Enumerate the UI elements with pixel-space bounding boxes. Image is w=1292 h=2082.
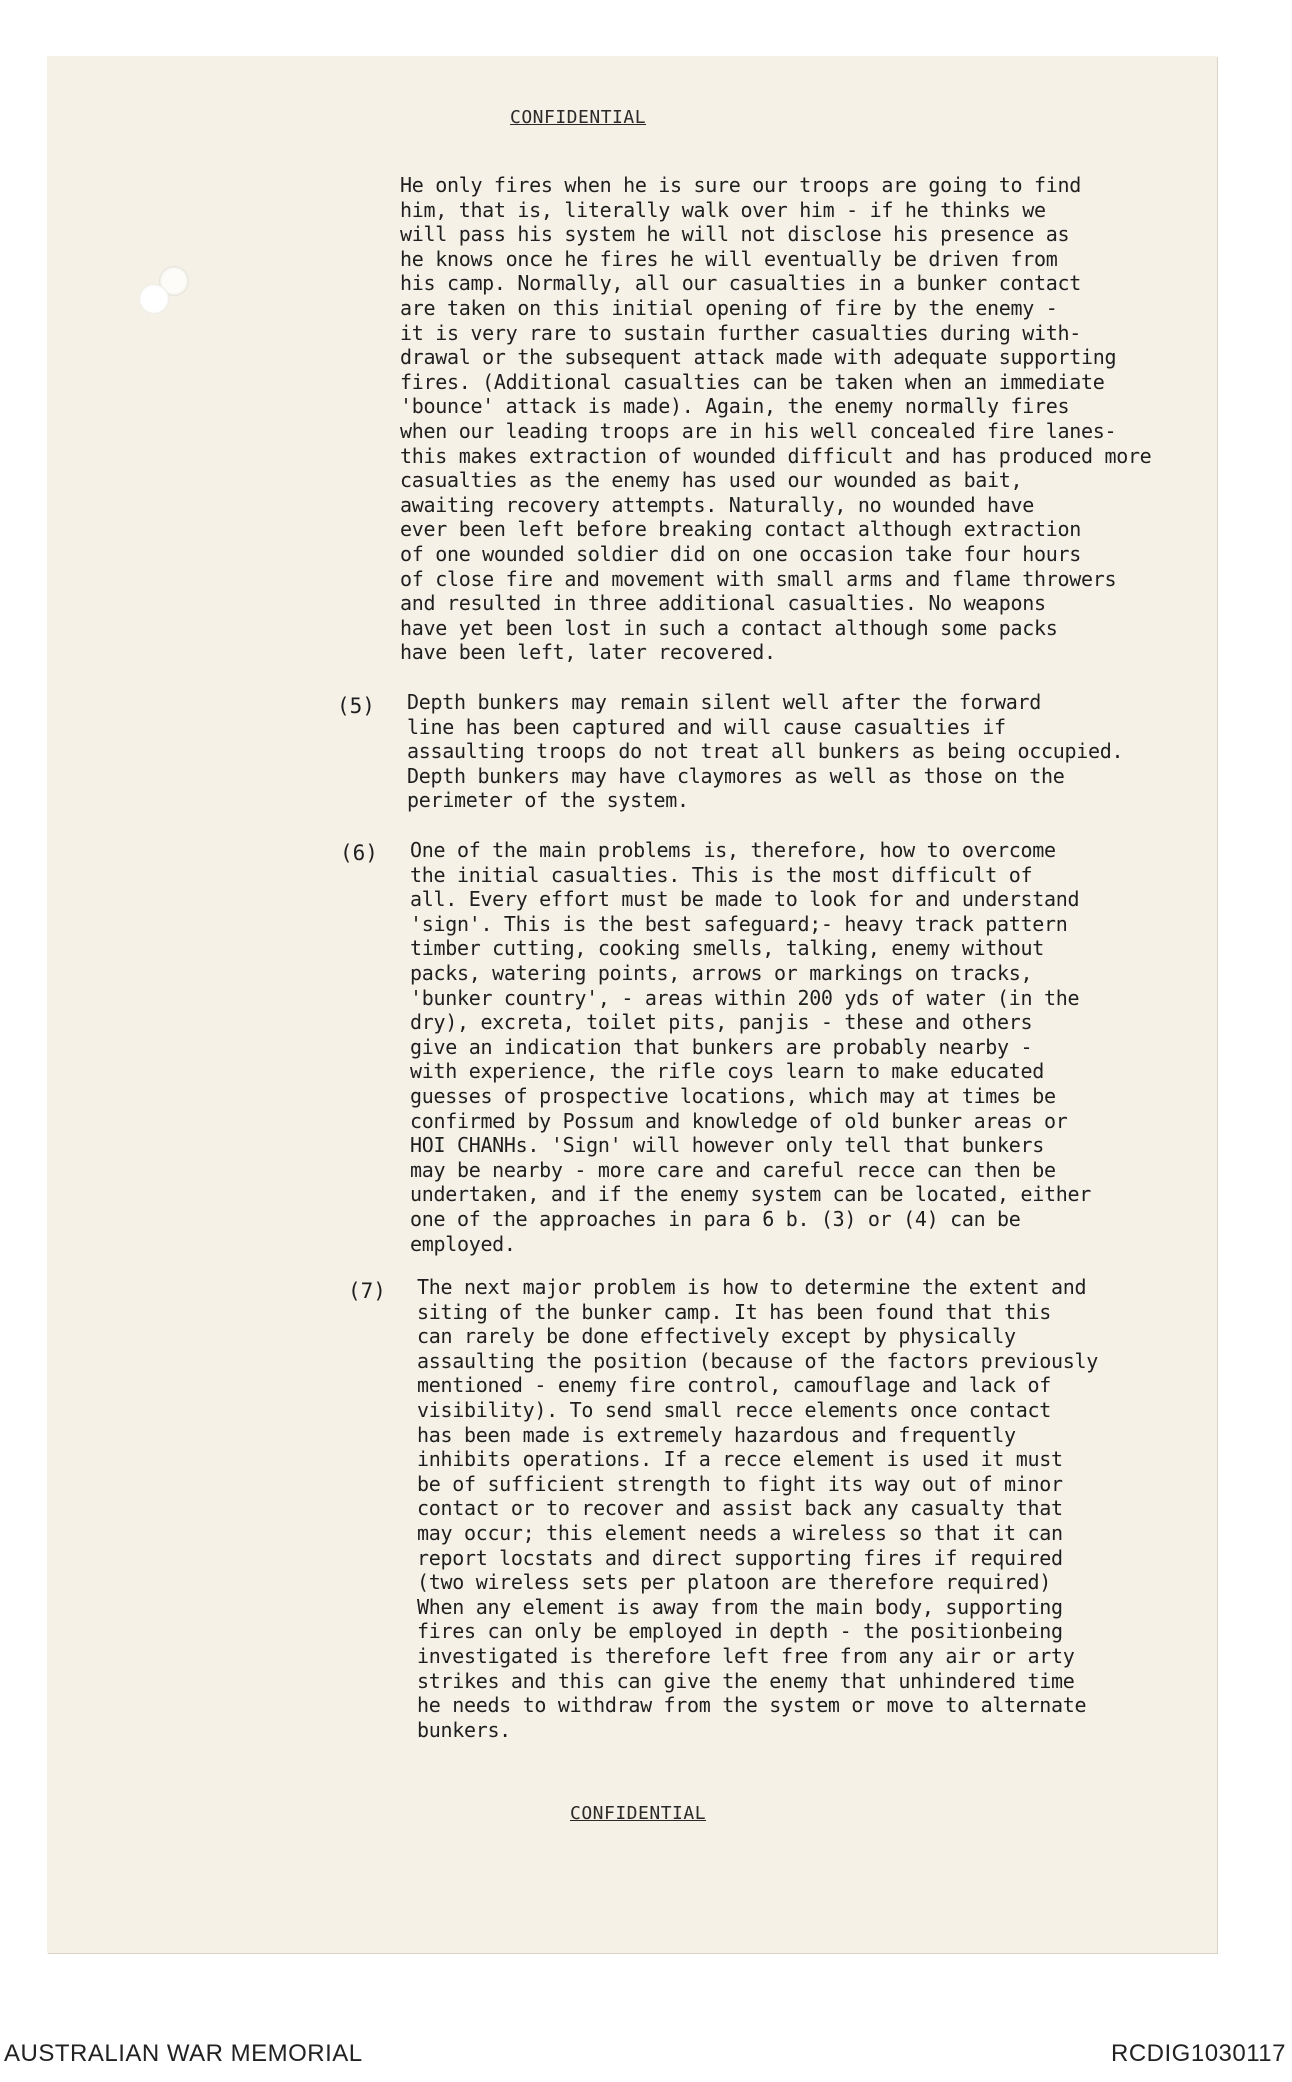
- archive-record-id: RCDIG1030117: [1111, 2040, 1286, 2067]
- text-line: line has been captured and will cause casualties if: [407, 714, 1006, 739]
- text-line: fires. (Additional casualties can be taken when an immediate: [400, 369, 1105, 394]
- text-line: confirmed by Possum and knowledge of old bunker areas or: [410, 1108, 1068, 1133]
- text-line: dry), excreta, toilet pits, panjis - these and others: [410, 1010, 1033, 1035]
- text-line: Depth bunkers may remain silent well after the forward: [407, 690, 1042, 714]
- text-line: when our leading troops are in his well concealed fire lanes-: [400, 418, 1117, 443]
- text-line: he needs to withdraw from the system or move to alternate: [417, 1693, 1087, 1718]
- text-line: 'bounce' attack is made). Again, the enemy normally fires: [400, 394, 1070, 419]
- text-line: are taken on this initial opening of fire by the enemy -: [400, 295, 1058, 320]
- text-line: has been made is extremely hazardous and frequently: [417, 1422, 1016, 1447]
- text-line: can rarely be done effectively except by physically: [417, 1324, 1016, 1349]
- text-line: he knows once he fires he will eventually be driven from: [400, 246, 1058, 271]
- text-line: assaulting troops do not treat all bunkers as being occupied.: [407, 739, 1124, 764]
- text-line: him, that is, literally walk over him - if he thinks we: [400, 197, 1046, 222]
- text-line: Depth bunkers may have claymores as well as those on the: [407, 763, 1065, 788]
- text-line: employed.: [410, 1231, 516, 1256]
- text-line: give an indication that bunkers are probably nearby -: [410, 1034, 1033, 1059]
- text-line: 'sign'. This is the best safeguard;- heavy track pattern: [410, 911, 1068, 936]
- text-line: be of sufficient strength to fight its way out of minor: [417, 1471, 1063, 1496]
- text-line: siting of the bunker camp. It has been found that this: [417, 1299, 1052, 1324]
- archive-institution: AUSTRALIAN WAR MEMORIAL: [4, 2040, 363, 2067]
- text-line: One of the main problems is, therefore, how to overcome: [410, 838, 1056, 862]
- text-line: casualties as the enemy has used our wounded as bait,: [400, 468, 1023, 493]
- text-line: The next major problem is how to determine the extent and: [417, 1275, 1087, 1299]
- text-line: mentioned - enemy fire control, camouflage and lack of: [417, 1373, 1052, 1398]
- header-classification: CONFIDENTIAL: [510, 107, 647, 128]
- text-line: bunkers.: [417, 1717, 511, 1742]
- text-line: (two wireless sets per platoon are therefore required): [417, 1570, 1052, 1595]
- text-line: assaulting the position (because of the factors previously: [417, 1348, 1098, 1373]
- paragraph-6: [410, 838, 1091, 1256]
- text-line: perimeter of the system.: [407, 788, 689, 813]
- text-line: and resulted in three additional casualties. No weapons: [400, 591, 1046, 616]
- text-line: drawal or the subsequent attack made with adequate supporting: [400, 345, 1117, 370]
- text-line: may be nearby - more care and careful recce can then be: [410, 1157, 1056, 1182]
- text-line: may occur; this element needs a wireless so that it can: [417, 1520, 1063, 1545]
- text-line: visibility). To send small recce elements once contact: [417, 1397, 1052, 1422]
- text-line: all. Every effort must be made to look for and understand: [410, 887, 1080, 912]
- paragraph-number: (5): [337, 694, 375, 718]
- text-line: with experience, the rifle coys learn to make educated: [410, 1059, 1045, 1084]
- text-line: report locstats and direct supporting fires if required: [417, 1545, 1063, 1570]
- text-line: of one wounded soldier did on one occasion take four hours: [400, 541, 1081, 566]
- text-line: awaiting recovery attempts. Naturally, no wounded have: [400, 492, 1035, 517]
- text-line: He only fires when he is sure our troops are going to find: [400, 173, 1081, 197]
- text-line: guesses of prospective locations, which may at times be: [410, 1083, 1056, 1108]
- text-line: will pass his system he will not disclose his presence as: [400, 222, 1070, 247]
- text-line: have yet been lost in such a contact although some packs: [400, 615, 1058, 640]
- text-line: his camp. Normally, all our casualties in a bunker contact: [400, 271, 1081, 296]
- text-line: contact or to recover and assist back any casualty that: [417, 1496, 1063, 1521]
- text-line: one of the approaches in para 6 b. (3) or (4) can be: [410, 1206, 1021, 1231]
- paragraph-7: [417, 1275, 1098, 1742]
- text-line: When any element is away from the main body, supporting: [417, 1594, 1063, 1619]
- punch-hole: [139, 284, 169, 314]
- text-line: strikes and this can give the enemy that unhindered time: [417, 1668, 1075, 1693]
- paragraph-number: (7): [348, 1279, 386, 1303]
- text-line: inhibits operations. If a recce element is used it must: [417, 1447, 1063, 1472]
- text-line: ever been left before breaking contact although extraction: [400, 517, 1081, 542]
- text-line: timber cutting, cooking smells, talking, enemy without: [410, 936, 1045, 961]
- text-line: 'bunker country', - areas within 200 yds of water (in the: [410, 985, 1080, 1010]
- text-line: this makes extraction of wounded difficult and has produced more: [400, 443, 1152, 468]
- text-line: have been left, later recovered.: [400, 640, 776, 665]
- text-line: of close fire and movement with small arms and flame throwers: [400, 566, 1117, 591]
- paragraph-number: (6): [340, 841, 378, 865]
- text-line: the initial casualties. This is the most difficult of: [410, 862, 1033, 887]
- text-line: HOI CHANHs. 'Sign' will however only tell that bunkers: [410, 1133, 1045, 1158]
- text-line: investigated is therefore left free from any air or arty: [417, 1643, 1075, 1668]
- text-line: it is very rare to sustain further casualties during with-: [400, 320, 1081, 345]
- footer-classification: CONFIDENTIAL: [570, 1803, 707, 1824]
- text-line: undertaken, and if the enemy system can be located, either: [410, 1182, 1091, 1207]
- text-line: fires can only be employed in depth - the positionbeing: [417, 1619, 1063, 1644]
- paragraph-continuation: [400, 173, 1151, 665]
- paragraph-5: [407, 690, 1123, 813]
- text-line: packs, watering points, arrows or markings on tracks,: [410, 960, 1033, 985]
